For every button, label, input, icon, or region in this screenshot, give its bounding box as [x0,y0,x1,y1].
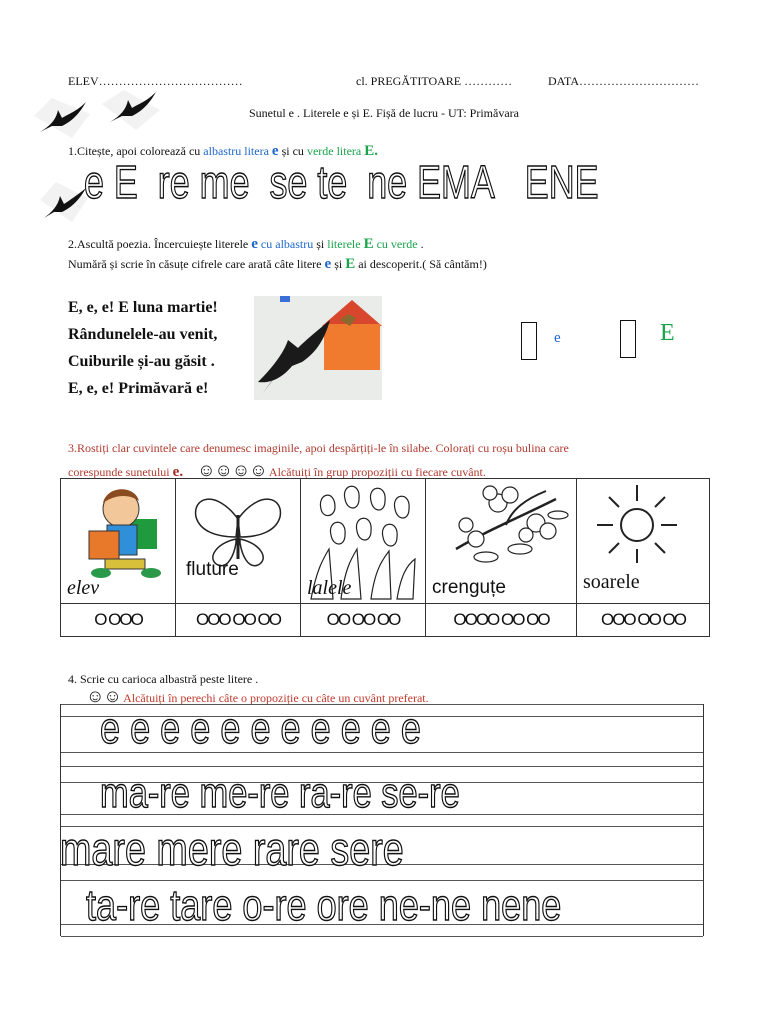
picture-word: soarele [583,571,640,593]
task3-instruction-line1: 3.Rostiți clar cuvintele care denumesc imaginile, apoi despărțiți-le în silabe. Colorați cu roșu bulina care [68,441,569,455]
syllable-circles[interactable]: OOO OO OO [600,610,685,629]
trace-row-mixed[interactable]: ta-re tare o-re ore ne-ne nene [86,881,562,930]
poem-line: E, e, e! Primăvară e! [68,380,209,397]
butterfly-icon [176,479,300,603]
poem-line: Cuiburile și-au găsit . [68,353,215,370]
poem-line: E, e, e! E luna martie! [68,299,218,316]
swallow-icon [38,180,90,224]
picture-cell-lalele [301,479,425,603]
count-box-e[interactable] [521,322,537,360]
worksheet-title: Sunetul e . Literele e și E. Fișă de lucru - UT: Primăvara [249,106,519,120]
smiley-icon: ☺☺ [86,686,121,706]
task3-instruction-line2: corespunde sunetului e. ☺☺☺☺ Alcătuiți în grup propoziții cu fiecare cuvânt. [68,460,486,480]
student-name-field[interactable]: ELEV……………………………… [68,74,243,88]
trace-row-letters[interactable]: e e e e e e e e e e e [100,704,421,753]
task4-instruction-line1: 4. Scrie cu carioca albastră peste litere . [68,672,259,686]
syllable-circles[interactable]: OOO OO OO [195,610,280,629]
swallow-birdhouse-illustration [254,296,382,400]
picture-word: lalele [307,577,352,599]
picture-table [60,478,710,637]
syllable-circles[interactable]: OOOO OO OO [453,610,549,629]
picture-word: elev [67,577,100,599]
poem [68,294,218,402]
picture-cell-soarele [577,479,709,603]
picture-word: crenguțe [432,577,506,598]
task2-instruction-line1: 2.Ascultă poezia. Încercuiește literele e cu albastru și literele E cu verde . [68,236,424,252]
task2-instruction-line2: Numără și scrie în căsuțe cifrele care arată câte litere e și E ai descoperit.( Să cântăm!) [68,256,487,272]
picture-cell-elev [61,479,175,603]
task1-letter-row[interactable]: e E re me se te ne EMA ENE [84,156,599,208]
trace-row-syllables[interactable]: ma-re me-re ra-re se-re [100,769,460,816]
poem-line: Rândunelele-au venit, [68,326,218,343]
picture-cell-fluture [176,479,300,603]
syllable-circles[interactable]: O OOO [94,610,142,629]
smiley-icon: ☺☺☺☺ [197,460,267,480]
count-box-E[interactable] [620,320,636,358]
task1-instruction: 1.Citește, apoi colorează cu albastru litera e și cu verde litera E. [68,143,379,159]
count-label-E: E [660,320,675,346]
task4-instruction-line2: ☺☺ Alcătuiți în perechi câte o propoziție cu câte un cuvânt preferat. [86,686,429,706]
class-field[interactable]: cl. PREGĂTITOARE ………… [356,74,513,88]
trace-row-words[interactable]: mare mere rare sere [60,823,404,875]
picture-word: fluture [186,559,239,580]
count-label-e: e [554,330,561,346]
syllable-circles[interactable]: OO OO OO [326,610,400,629]
date-field[interactable]: DATA………………………… [548,74,700,88]
picture-cell-crengute [426,479,576,603]
